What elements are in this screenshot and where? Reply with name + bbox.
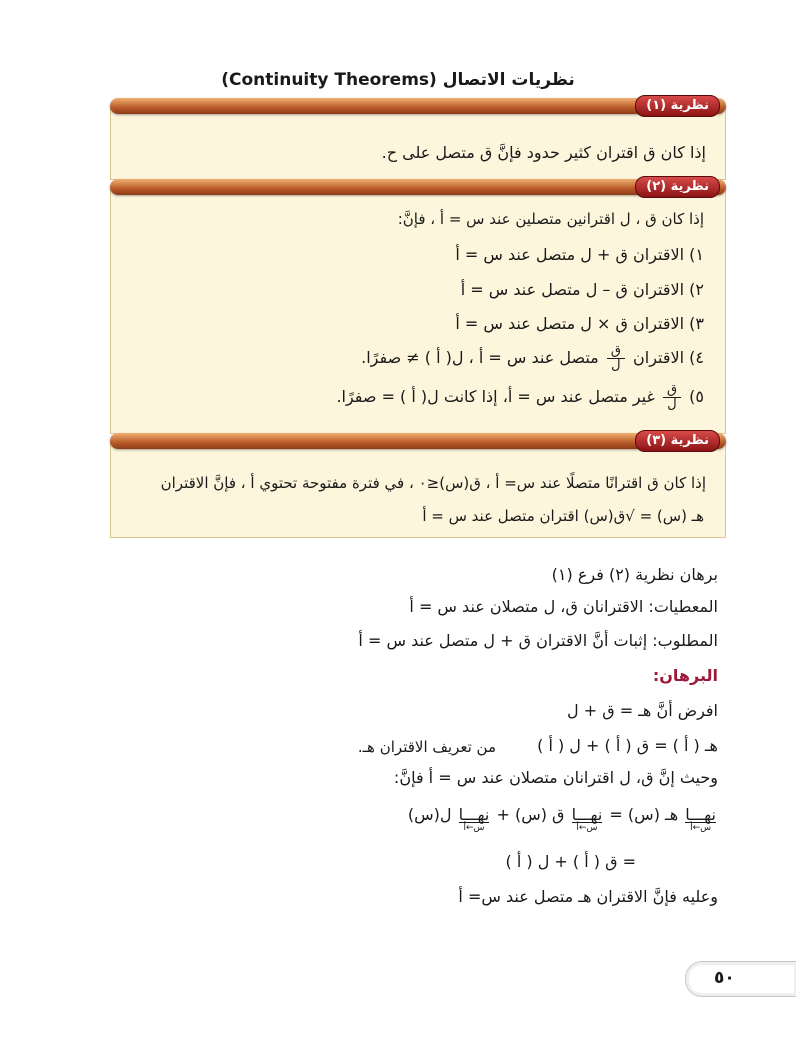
limit-operator: نهـــا س←أ: [685, 805, 716, 833]
limit-operator: نهـــا س←أ: [458, 805, 490, 833]
theorem-1-header: [110, 98, 726, 114]
proof-step-2-note: من تعريف الاقتران هـ.: [357, 738, 496, 756]
proof-step-3: وحيث إنَّ ق، ل اقترانان متصلان عند س = أ فإنَّ:: [393, 768, 718, 787]
limit-operator: نهـــا س←أ: [571, 805, 603, 833]
theorem-2-item-1: ١) الاقتران ق + ل متصل عند س = أ: [455, 245, 704, 264]
theorem-2-item-4: ٤) الاقتران $\frac{\text{ق}}{\text{ل}}$ متصل عند س = أ ، ل( أ ) ≠ صفرًا.: [361, 343, 704, 373]
theorem-1-badge: نظرية (١): [635, 95, 720, 117]
fraction-q-over-l-2: $\frac{\text{ق}}{\text{ل}}$: [663, 383, 681, 412]
theorem-1-text: إذا كان ق اقتران كثير حدود فإنَّ ق متصل على ح.: [381, 143, 706, 162]
theorem-3-header: [110, 433, 726, 449]
proof-step-5: = ق ( أ ) + ل ( أ ): [505, 852, 636, 871]
theorem-3-line-1: إذا كان ق اقترانًا متصلًا عند س= أ ، ق(س)≤٠ ، في فترة مفتوحة تحتوي أ ، فإنَّ الاقتران: [160, 474, 706, 492]
theorem-2-intro: إذا كان ق ، ل اقترانين متصلين عند س = أ ، فإنَّ:: [397, 210, 704, 228]
theorem-2-item-5: ٥) $\frac{\text{ق}}{\text{ل}}$ غير متصل عند س = أ، إذا كانت ل( أ ) = صفرًا.: [336, 382, 704, 412]
proof-required: المطلوب: إثبات أنَّ الاقتران ق + ل متصل عند س = أ: [358, 631, 718, 650]
proof-step-1: افرض أنَّ هـ = ق + ل: [567, 701, 718, 720]
theorem-2-item-3: ٣) الاقتران ق × ل متصل عند س = أ: [455, 314, 704, 333]
theorem-2-badge: نظرية (٢): [635, 176, 720, 198]
proof-given: المعطيات: الاقترانان ق، ل متصلان عند س = أ: [409, 597, 718, 616]
page-title: نظريات الاتصال (Continuity Theorems): [221, 70, 575, 90]
proof-step-2: هـ ( أ ) = ق ( أ ) + ل ( أ ): [537, 736, 718, 755]
proof-conclusion: وعليه فإنَّ الاقتران هـ متصل عند س= أ: [458, 887, 718, 906]
theorem-2-item-2: ٢) الاقتران ق – ل متصل عند س = أ: [460, 280, 704, 299]
theorem-2-header: [110, 179, 726, 195]
fraction-q-over-l: $\frac{\text{ق}}{\text{ل}}$: [607, 344, 625, 373]
limit-equation: نهـــا س←أ هـ (س) = نهـــا س←أ ق (س) + نهـــا س←أ ل(س): [407, 805, 716, 833]
page-number-tab: [685, 961, 796, 997]
proof-label: البرهان:: [652, 666, 718, 685]
proof-heading: برهان نظرية (٢) فرع (١): [551, 565, 718, 584]
theorem-3-line-2: هـ (س) = √ق(س) اقتران متصل عند س = أ: [422, 507, 704, 525]
theorem-3-badge: نظرية (٣): [635, 430, 720, 452]
page-number: ٥٠: [714, 968, 735, 988]
